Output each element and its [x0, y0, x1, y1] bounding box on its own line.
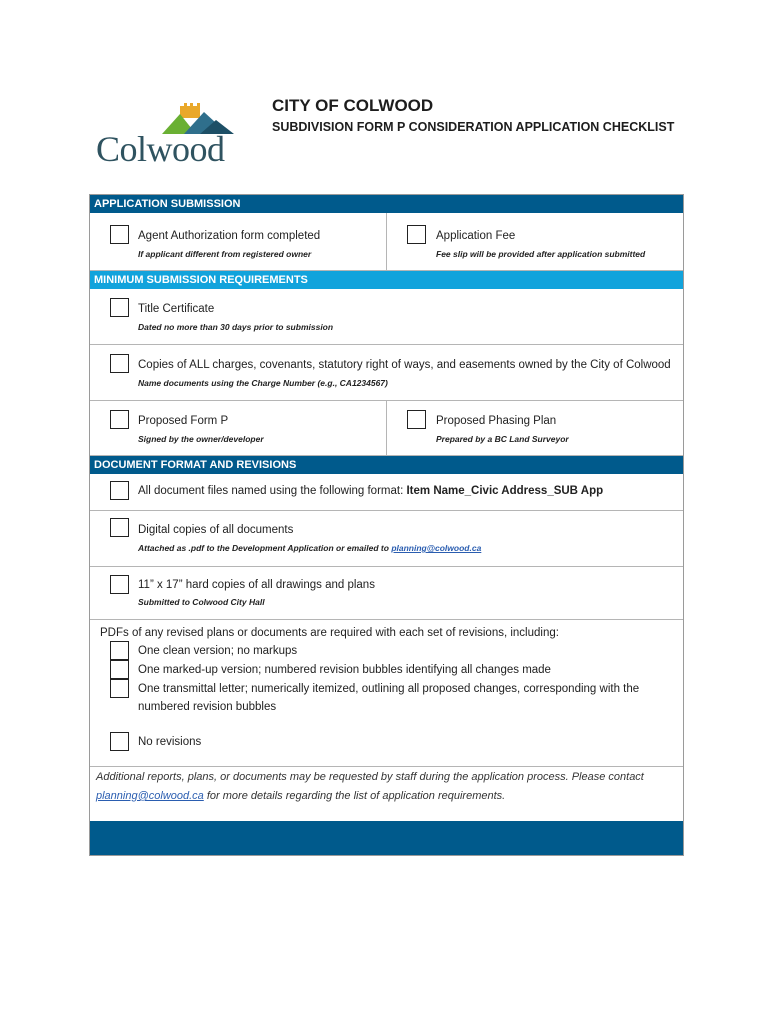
closing-email-link[interactable]: planning@colwood.ca: [96, 790, 204, 802]
row-form-p-phasing: [90, 401, 683, 456]
application-fee-checkbox[interactable]: [407, 225, 426, 244]
colwood-logo: [96, 98, 248, 169]
transmittal-letter-label: One transmittal letter; numerically itemized, outlining all proposed changes, corresponding with the: [138, 683, 640, 695]
title-certificate-note: Dated no more than 30 days prior to submission: [138, 322, 334, 332]
clean-version-label: One clean version; no markups: [138, 645, 298, 657]
title-certificate-label: Title Certificate: [138, 303, 215, 315]
row-digital-copies: [90, 511, 683, 567]
clean-version-checkbox[interactable]: [110, 641, 129, 660]
hard-copies-label: 11” x 17” hard copies of all drawings and plans: [138, 579, 375, 591]
hard-copies-checkbox[interactable]: [110, 575, 129, 594]
application-fee-label: Application Fee: [436, 230, 516, 242]
charges-note: Name documents using the Charge Number (e.g., CA1234567): [138, 378, 388, 388]
agent-auth-label: Agent Authorization form completed: [138, 230, 321, 242]
digital-copies-note: Attached as .pdf to the Development Application or emailed to planning@colwood.ca: [138, 543, 482, 553]
marked-up-version-checkbox[interactable]: [110, 660, 129, 679]
row-title-certificate: [90, 289, 683, 345]
digital-copies-label: Digital copies of all documents: [138, 524, 294, 536]
agent-auth-checkbox[interactable]: [110, 225, 129, 244]
no-revisions-checkbox[interactable]: [110, 732, 129, 751]
section-header-document-format: DOCUMENT FORMAT AND REVISIONS: [90, 456, 683, 474]
phasing-plan-checkbox[interactable]: [407, 410, 426, 429]
logo-wordmark: Colwood: [96, 129, 225, 169]
footer-bar: [90, 821, 683, 855]
application-fee-note: Fee slip will be provided after application submitted: [436, 249, 646, 259]
charges-checkbox[interactable]: [110, 354, 129, 373]
agent-auth-note: If applicant different from registered owner: [138, 249, 312, 259]
charges-label: Copies of ALL charges, covenants, statutory right of ways, and easements owned by the City of Colwood: [138, 359, 671, 371]
file-naming-checkbox[interactable]: [110, 481, 129, 500]
title-certificate-checkbox[interactable]: [110, 298, 129, 317]
form-p-note: Signed by the owner/developer: [138, 434, 264, 444]
row-file-naming: [90, 474, 683, 511]
transmittal-letter-label-cont: numbered revision bubbles: [138, 701, 277, 713]
marked-up-version-label: One marked-up version; numbered revision bubbles identifying all changes made: [138, 664, 551, 676]
row-hard-copies: [90, 567, 683, 620]
phasing-plan-label: Proposed Phasing Plan: [436, 415, 557, 427]
revisions-intro: PDFs of any revised plans or documents are required with each set of revisions, including:: [100, 627, 559, 639]
checklist-form: [89, 194, 684, 856]
row-charges: [90, 345, 683, 401]
phasing-plan-note: Prepared by a BC Land Surveyor: [436, 434, 569, 444]
section-header-minimum-requirements: MINIMUM SUBMISSION REQUIREMENTS: [90, 271, 683, 289]
hard-copies-note: Submitted to Colwood City Hall: [138, 597, 265, 607]
form-p-checkbox[interactable]: [110, 410, 129, 429]
file-naming-label: All document files named using the following format: Item Name_Civic Address_SUB App: [138, 485, 604, 497]
row-revisions: [90, 620, 683, 767]
page-title: CITY OF COLWOOD: [272, 96, 434, 115]
file-naming-format: Item Name_Civic Address_SUB App: [406, 485, 604, 497]
planning-email-link[interactable]: planning@colwood.ca: [391, 543, 482, 553]
no-revisions-label: No revisions: [138, 736, 202, 748]
transmittal-letter-checkbox[interactable]: [110, 679, 129, 698]
form-p-label: Proposed Form P: [138, 415, 229, 427]
section-header-application-submission: APPLICATION SUBMISSION: [90, 195, 683, 213]
row-agent-fee: [90, 213, 683, 271]
page-subtitle: SUBDIVISION FORM P CONSIDERATION APPLICATION CHECKLIST: [272, 120, 675, 134]
digital-copies-checkbox[interactable]: [110, 518, 129, 537]
closing-note: Additional reports, plans, or documents may be requested by staff during the application process. Please contact planning@colwood.ca for more details regarding the list of application requirements.: [96, 771, 644, 802]
